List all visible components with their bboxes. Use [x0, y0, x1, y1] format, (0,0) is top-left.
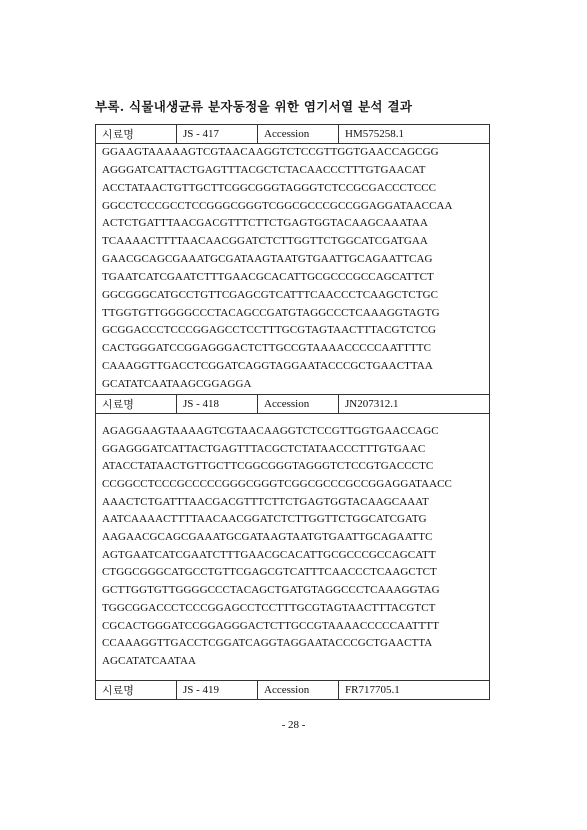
sequence-line: GCATATCAATAAGCGGAGGA [102, 377, 252, 390]
sample-id: JS - 418 [177, 394, 258, 413]
sequence-line: GGAGGGATCATTACTGAGTTTACGCTCTATAACCCTTTGTGAAC [102, 442, 426, 455]
sample-header-row [96, 680, 490, 699]
page-number: - 28 - [281, 719, 306, 731]
accession-label: Accession [258, 394, 339, 413]
accession-number: JN207312.1 [339, 394, 490, 413]
sequence-line: ACCTATAACTGTTGCTTCGGCGGGTAGGGTCTCCGCGACCCTCCC [102, 181, 437, 194]
sequence-line: GCGGACCCTCCCGGAGCCTCCTTTGCGTAGTAACTTTACGTCTCG [102, 324, 437, 337]
sequence-line: AAGAACGCAGCGAAATGCGATAAGTAATGTGAATTGCAGAATTC [102, 531, 433, 544]
sequence-line: CCAAAGGTTGACCTCGGATCAGGTAGGAATACCCGCTGAACTTA [102, 637, 433, 650]
page-title: 부록. 식물내생균류 분자동정을 위한 염기서열 분석 결과 [95, 99, 413, 114]
sequence-line: ATACCTATAACTGTTGCTTCGGCGGGTAGGGTCTCCGTGACCCTC [102, 460, 434, 473]
sequence-line: GGCCTCCCGCCTCCGGGCGGGTCGGCGCCCGCCGGAGGATAACCAA [102, 199, 453, 212]
sample-label: 시료명 [96, 125, 177, 144]
sample-id: JS - 419 [177, 680, 258, 699]
sequence-line: CCGGCCTCCCGCCCCCGGGCGGGTCGGCGCCCGCCGGAGGATAACC [102, 477, 452, 490]
sequence-line: AGAGGAAGTAAAAGTCGTAACAAGGTCTCCGTTGGTGAACCAGC [102, 424, 439, 437]
sequence-line: GGCGGGCATGCCTGTTCGAGCGTCATTTCAACCCTCAAGCTCTGC [102, 288, 439, 301]
sample-label: 시료명 [96, 394, 177, 413]
sequence-line: GGAAGTAAAAAGTCGTAACAAGGTCTCCGTTGGTGAACCAGCGG [102, 146, 439, 158]
accession-number: HM575258.1 [339, 125, 490, 144]
sequence-line: AGCATATCAATAA [102, 654, 197, 667]
sequence-line: AATCAAAACTTTTAACAACGGATCTCTTGGTTCTGGCATCGATG [102, 513, 427, 526]
sequence-line: GCTTGGTGTTGGGGCCCTACAGCTGATGTAGGCCCTCAAAGGTAG [102, 584, 440, 597]
sequence-table [95, 124, 490, 700]
sequence-row [96, 144, 490, 395]
sequence-line: TGGCGGACCCTCCCGGAGCCTCCTTTGCGTAGTAACTTTACGTCT [102, 601, 436, 614]
sequence-line: AAACTCTGATTTAACGACGTTTCTTCTGAGTGGTACAAGCAAAT [102, 495, 429, 508]
sample-id: JS - 417 [177, 125, 258, 144]
sample-label: 시료명 [96, 680, 177, 699]
accession-label: Accession [258, 680, 339, 699]
sequence-line: AGTGAATCATCGAATCTTTGAACGCACATTGCGCCCGCCAGCATT [102, 548, 436, 561]
sample-header-row [96, 125, 490, 144]
sequence-row [96, 413, 490, 680]
sequence-line: TGAATCATCGAATCTTTGAACGCACATTGCGCCCGCCAGCATTCT [102, 270, 434, 283]
sample-header-row [96, 394, 490, 413]
sequence-line: CTGGCGGGCATGCCTGTTCGAGCGTCATTTCAACCCTCAAGCTCT [102, 566, 437, 579]
sequence-line: TTGGTGTTGGGGCCCTACAGCCGATGTAGGCCCTCAAAGGTAGTG [102, 306, 440, 319]
sequence-cell [96, 413, 490, 680]
sequence-line: ACTCTGATTTAACGACGTTTCTTCTGAGTGGTACAAGCAAATAA [102, 217, 428, 230]
sequence-cell [96, 144, 490, 395]
sequence-line: TCAAAACTTTTAACAACGGATCTCTTGGTTCTGGCATCGATGAA [102, 235, 428, 248]
accession-label: Accession [258, 125, 339, 144]
sequence-line: CACTGGGATCCGGAGGGACTCTTGCCGTAAAACCCCCAATTTTC [102, 342, 431, 355]
sequence-line: AGGGATCATTACTGAGTTTACGCTCTACAACCCTTTGTGAACAT [102, 163, 426, 176]
accession-number: FR717705.1 [339, 680, 490, 699]
sequence-line: CAAAGGTTGACCTCGGATCAGGTAGGAATACCCGCTGAACTTAA [102, 360, 433, 373]
sequence-line: GAACGCAGCGAAATGCGATAAGTAATGTGAATTGCAGAATTCAG [102, 253, 433, 266]
sequence-line: CGCACTGGGATCCGGAGGGACTCTTGCCGTAAAACCCCCAATTTT [102, 619, 440, 632]
